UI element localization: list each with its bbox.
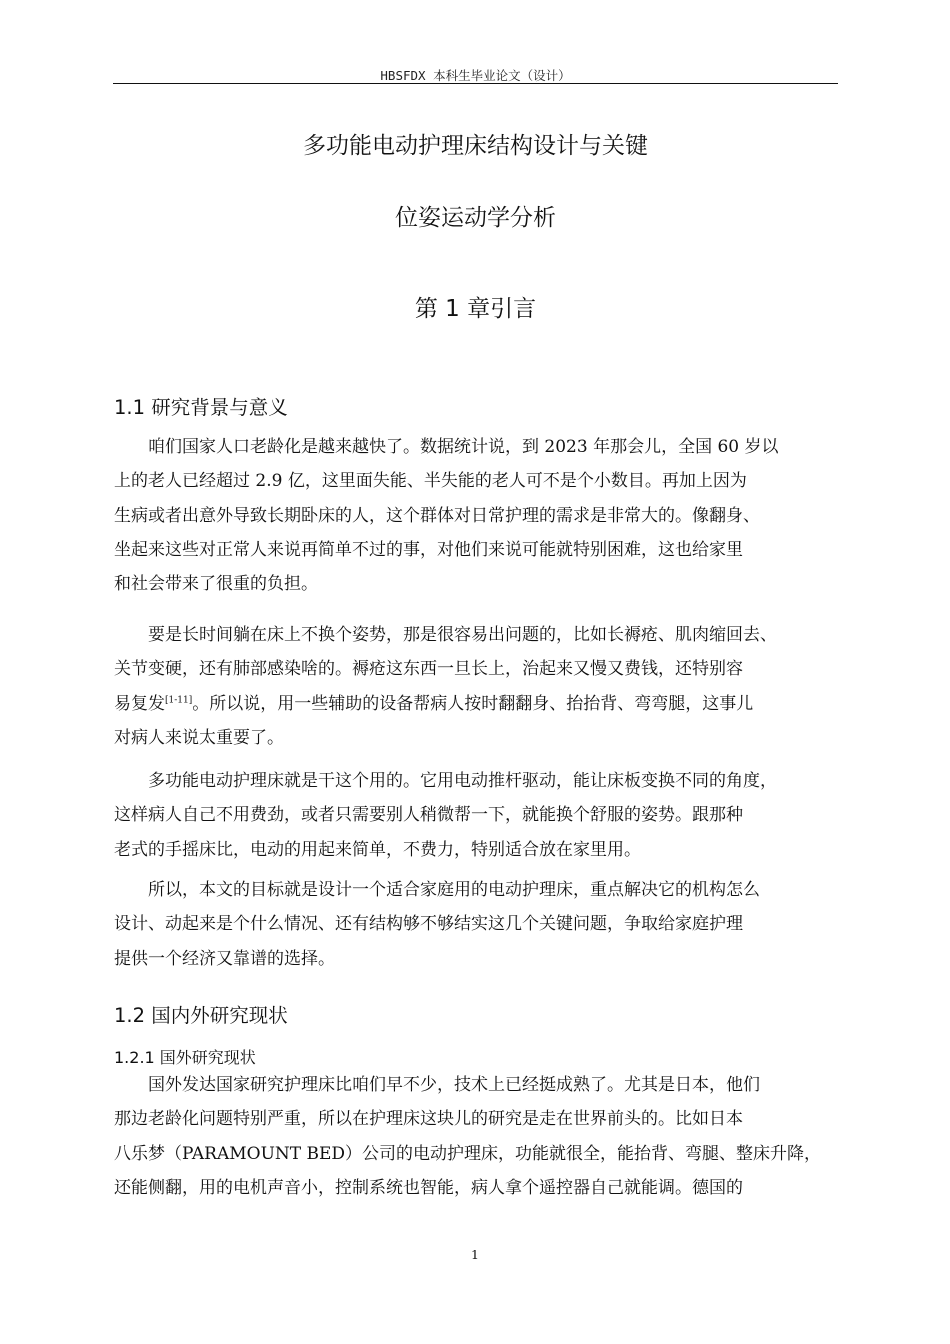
text-line: 提供一个经济又靠谱的选择。 (114, 948, 335, 969)
section-heading-1-2: 1.2 国内外研究现状 (114, 1004, 288, 1027)
text-line: 多功能电动护理床就是干这个用的。它用电动推杆驱动，能让床板变换不同的角度， (148, 771, 777, 791)
running-header: HBSFDX 本科生毕业论文（设计） (380, 68, 571, 83)
paragraph-1-2-1-1 (114, 1068, 842, 1205)
text-line: 还能侧翻，用的电机声音小，控制系统也智能，病人拿个遥控器自己就能调。德国的 (114, 1177, 743, 1198)
paragraph-1-1-2 (114, 618, 842, 755)
text-line: 所以，本文的目标就是设计一个适合家庭用的电动护理床，重点解决它的机构怎么 (148, 880, 760, 900)
thesis-title-line-2: 位姿运动学分析 (395, 205, 556, 231)
text-line: 老式的手摇床比，电动的用起来简单，不费力，特别适合放在家里用。 (114, 839, 641, 860)
subsection-heading-1-2-1: 1.2.1 国外研究现状 (114, 1048, 256, 1067)
text-line: 上的老人已经超过 2.9 亿，这里面失能、半失能的老人可不是个小数目。再加上因为 (114, 471, 747, 492)
text-segment: 易复发 (114, 693, 165, 714)
text-line: 生病或者出意外导致长期卧床的人，这个群体对日常护理的需求是非常大的。像翻身、 (114, 505, 760, 526)
paragraph-1-1-1 (114, 430, 842, 601)
thesis-title-line-1: 多功能电动护理床结构设计与关键 (303, 133, 648, 159)
text-line: 关节变硬，还有肺部感染啥的。褥疮这东西一旦长上，治起来又慢又费钱，还特别容 (114, 659, 743, 680)
page-number: 1 (471, 1247, 479, 1262)
text-line: 八乐梦（PARAMOUNT BED）公司的电动护理床，功能就很全，能抬背、弯腿、整床升降， (114, 1143, 822, 1164)
header-rule (113, 83, 838, 84)
citation-superscript: [1-11] (165, 694, 193, 705)
section-heading-1-1: 1.1 研究背景与意义 (114, 396, 288, 419)
text-line: 设计、动起来是个什么情况、还有结构够不够结实这几个关键问题，争取给家庭护理 (114, 914, 743, 935)
paragraph-1-1-4 (114, 873, 842, 976)
text-line: 国外发达国家研究护理床比咱们早不少，技术上已经挺成熟了。尤其是日本，他们 (148, 1075, 760, 1095)
text-segment: 。所以说，用一些辅助的设备帮病人按时翻翻身、抬抬背、弯弯腿，这事儿 (192, 693, 754, 714)
text-line: 咱们国家人口老龄化是越来越快了。数据统计说，到 2023 年那会儿，全国 60 岁以 (148, 437, 779, 457)
text-line: 对病人来说太重要了。 (114, 727, 284, 748)
text-line: 那边老龄化问题特别严重，所以在护理床这块儿的研究是走在世界前头的。比如日本 (114, 1109, 743, 1130)
text-line: 和社会带来了很重的负担。 (114, 574, 318, 595)
text-line: 这样病人自己不用费劲，或者只需要别人稍微帮一下，就能换个舒服的姿势。跟那种 (114, 805, 743, 826)
text-line: 要是长时间躺在床上不换个姿势，那是很容易出问题的，比如长褥疮、肌肉缩回去、 (148, 625, 777, 645)
text-line: 坐起来这些对正常人来说再简单不过的事，对他们来说可能就特别困难，这也给家里 (114, 539, 743, 560)
chapter-title: 第 1 章引言 (414, 296, 537, 322)
text-line (114, 687, 842, 721)
paragraph-1-1-3 (114, 764, 842, 867)
